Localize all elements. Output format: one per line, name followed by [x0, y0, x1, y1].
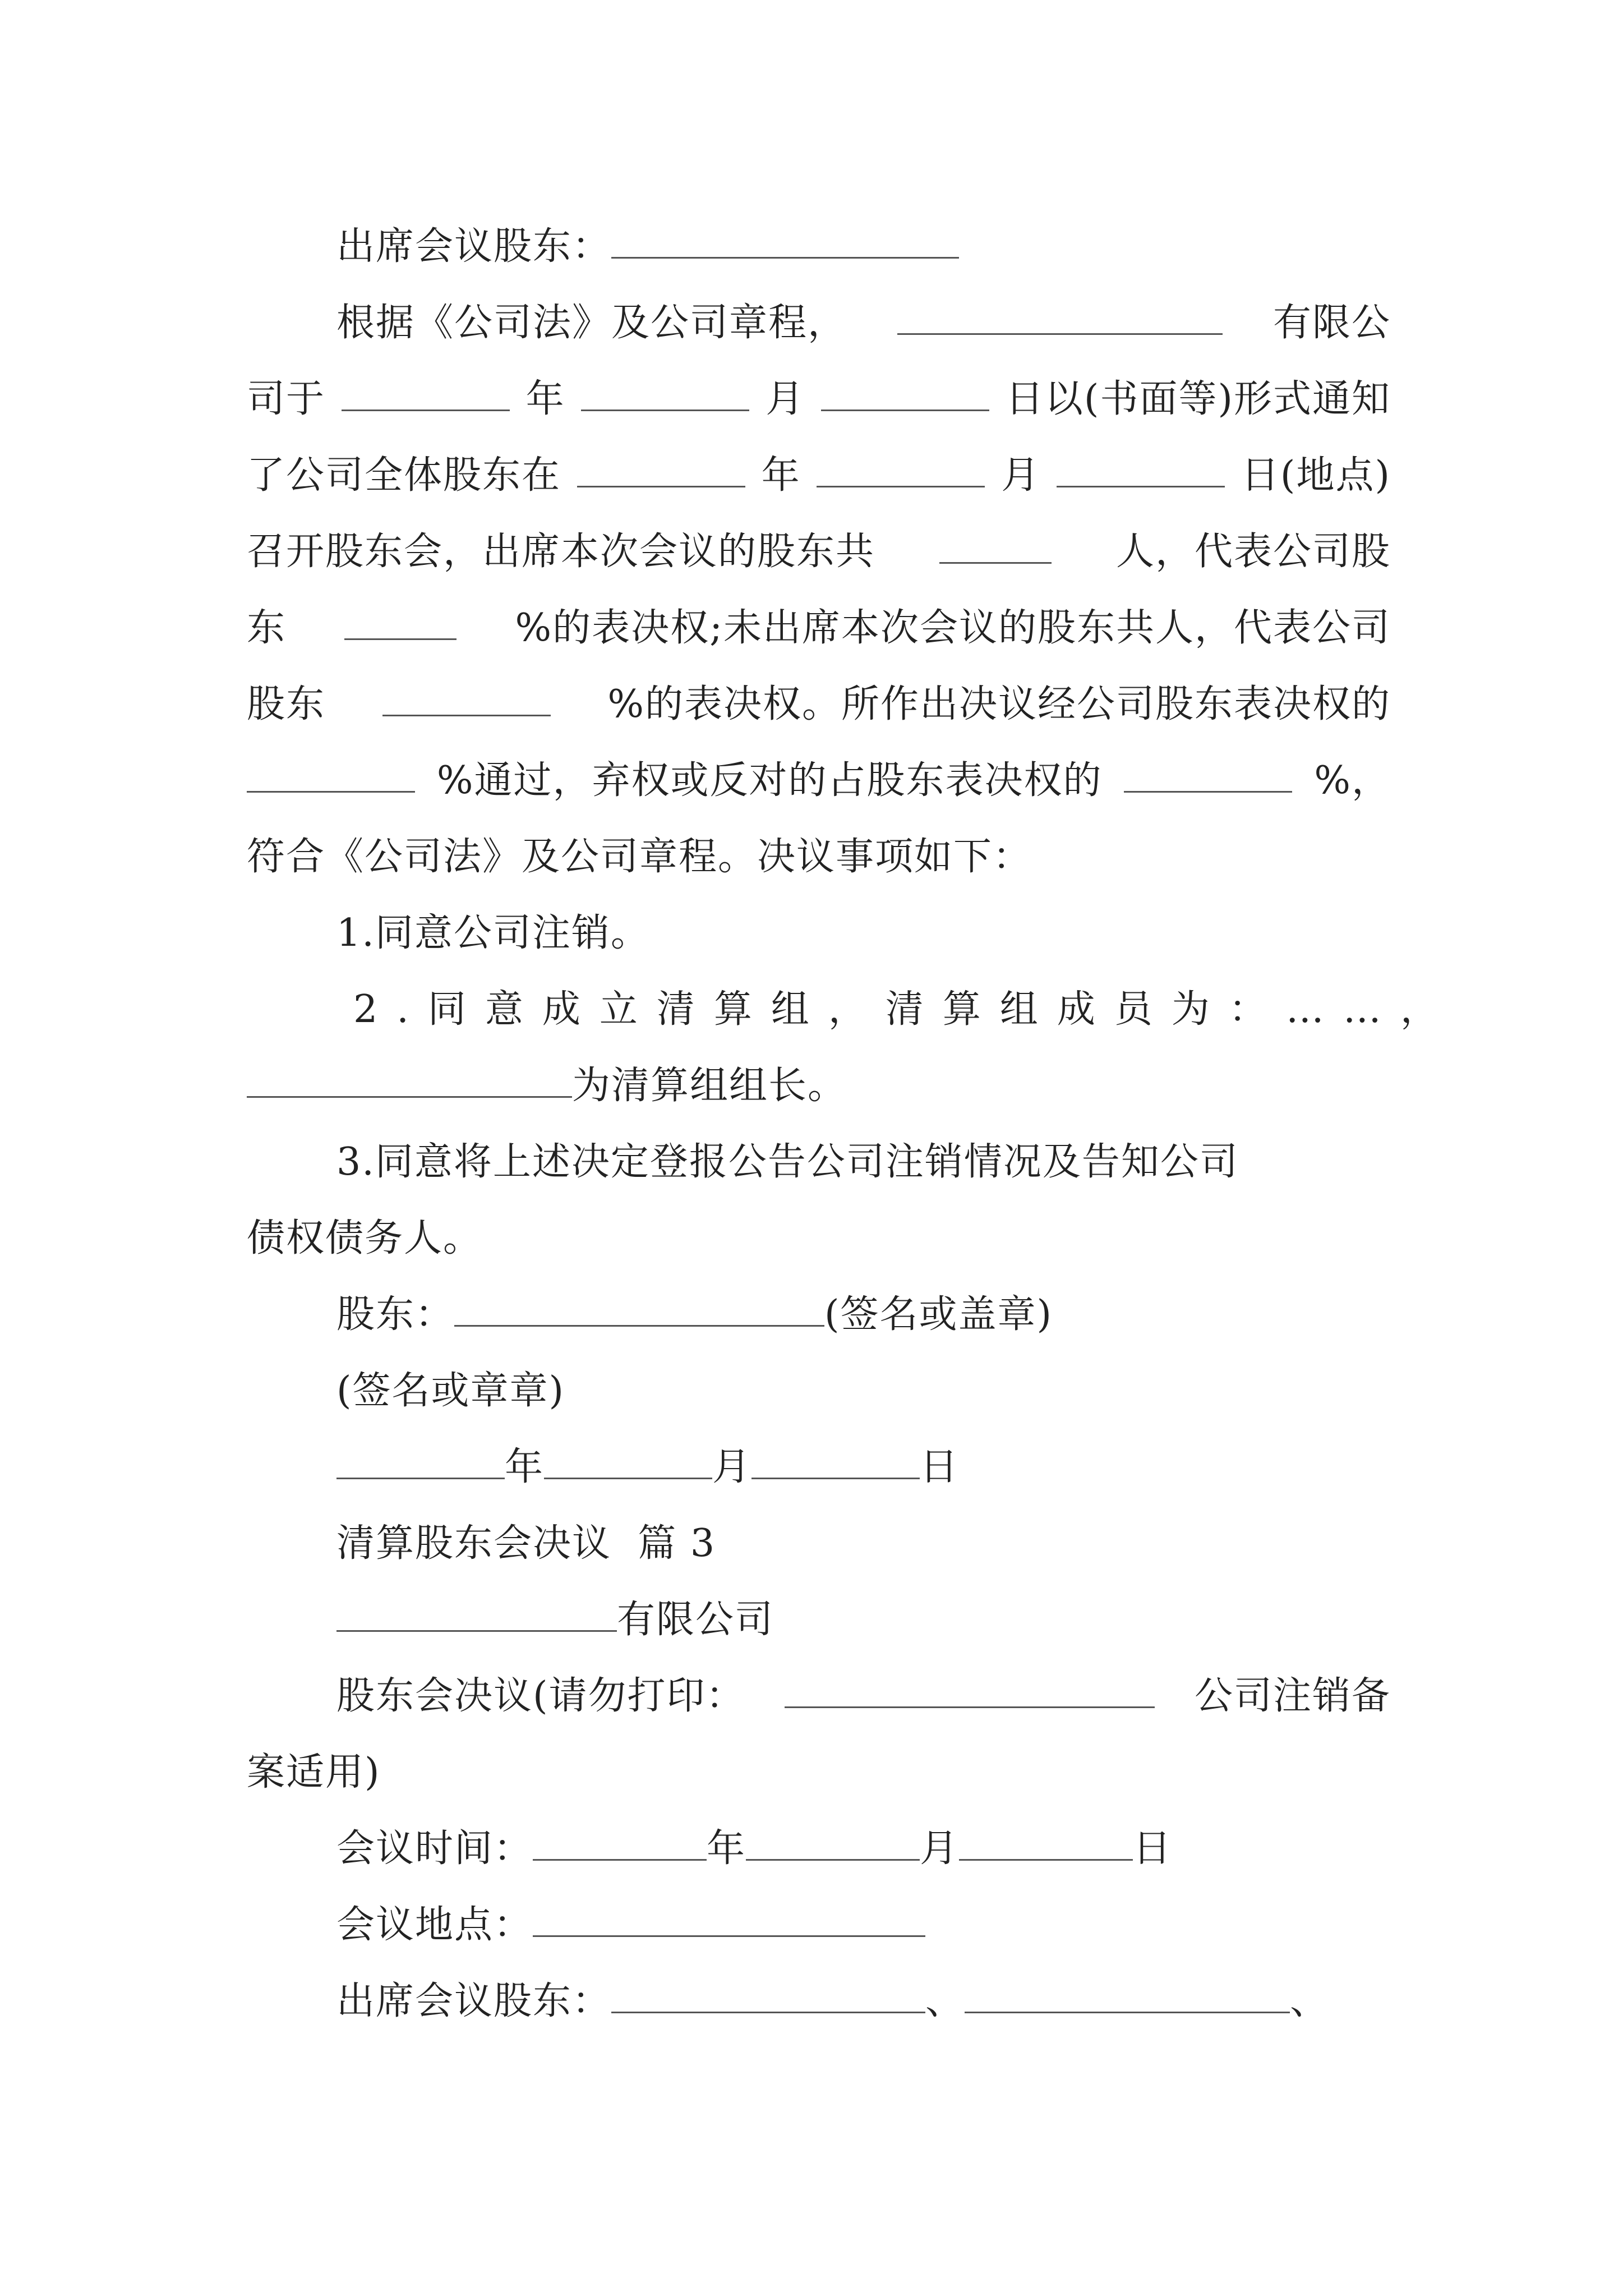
attending-shareholders-line: 出席会议股东： — [336, 213, 1391, 280]
paragraph-line: 东 %的表决权;未出席本次会议的股东共人，代表公司 — [247, 595, 1391, 662]
section-heading: 清算股东会决议 篇 3 — [336, 1521, 716, 1566]
year-blank[interactable] — [336, 1434, 505, 1479]
meeting-place-line: 会议地点： — [336, 1892, 1391, 1959]
shareholder-blank[interactable] — [611, 1968, 925, 2013]
shareholder-blank[interactable] — [965, 1968, 1290, 2013]
paragraph-line: 符合《公司法》及公司章程。决议事项如下： — [247, 835, 1032, 879]
leader-name-blank[interactable] — [247, 1052, 572, 1098]
percent-blank[interactable] — [344, 595, 457, 640]
paragraph-line: 为清算组组长。 — [247, 1052, 1391, 1120]
place-blank[interactable] — [533, 1892, 925, 1937]
year-blank[interactable] — [577, 442, 745, 487]
percent-blank[interactable] — [247, 747, 415, 793]
paragraph-line: 根据《公司法》及公司章程， 有限公 — [336, 289, 1391, 357]
company-name-blank[interactable] — [897, 289, 1223, 335]
attendee-count-blank[interactable] — [939, 518, 1052, 564]
paragraph-line: 召开股东会，出席本次会议的股东共 人，代表公司股 — [247, 518, 1391, 586]
paragraph-line: 股东 %的表决权。所作出决议经公司股东表决权的 — [247, 671, 1391, 738]
day-blank[interactable] — [959, 1815, 1133, 1861]
resolution-title-line: 股东会决议(请勿打印： 公司注销备 — [336, 1663, 1391, 1730]
paragraph-line: 了公司全体股东在 年 月 日(地点) — [247, 442, 1391, 509]
signature-blank[interactable] — [454, 1281, 824, 1327]
day-blank[interactable] — [821, 366, 989, 411]
paragraph-line: 案适用) — [247, 1750, 381, 1795]
year-blank[interactable] — [533, 1815, 707, 1861]
month-blank[interactable] — [817, 442, 985, 487]
percent-blank[interactable] — [1124, 747, 1292, 793]
resolution-item-3: 3.同意将上述决定登报公告公司注销情况及告知公司 — [336, 1140, 1239, 1184]
percent-blank[interactable] — [382, 671, 551, 716]
shareholder-signature-line: 股东： (签名或盖章) — [336, 1281, 1391, 1349]
blank-field[interactable] — [611, 213, 959, 259]
resolution-item-2: 2.同意成立清算组，清算组成员为：……， — [353, 987, 1458, 1032]
meeting-time-line: 会议时间： 年 月 日 — [336, 1815, 1391, 1883]
attending-shareholders-line: 出席会议股东： 、 、 — [336, 1968, 1391, 2035]
company-name-blank[interactable] — [336, 1586, 617, 1632]
date-line: 年 月 日 — [336, 1434, 1391, 1501]
day-blank[interactable] — [751, 1434, 920, 1479]
company-name-line: 有限公司 — [336, 1586, 1391, 1654]
resolution-item-1: 1.同意公司注销。 — [336, 911, 650, 955]
paragraph-line: 司于 年 月 日以(书面等)形式通知 — [247, 366, 1391, 433]
month-blank[interactable] — [581, 366, 749, 411]
paragraph-line: 债权债务人。 — [247, 1216, 483, 1260]
company-blank[interactable] — [785, 1663, 1155, 1708]
day-blank[interactable] — [1057, 442, 1225, 487]
month-blank[interactable] — [544, 1434, 712, 1479]
month-blank[interactable] — [746, 1815, 920, 1861]
paragraph-line: %通过，弃权或反对的占股东表决权的 %， — [247, 747, 1391, 815]
year-blank[interactable] — [342, 366, 510, 411]
seal-note: (签名或章章) — [336, 1369, 565, 1413]
